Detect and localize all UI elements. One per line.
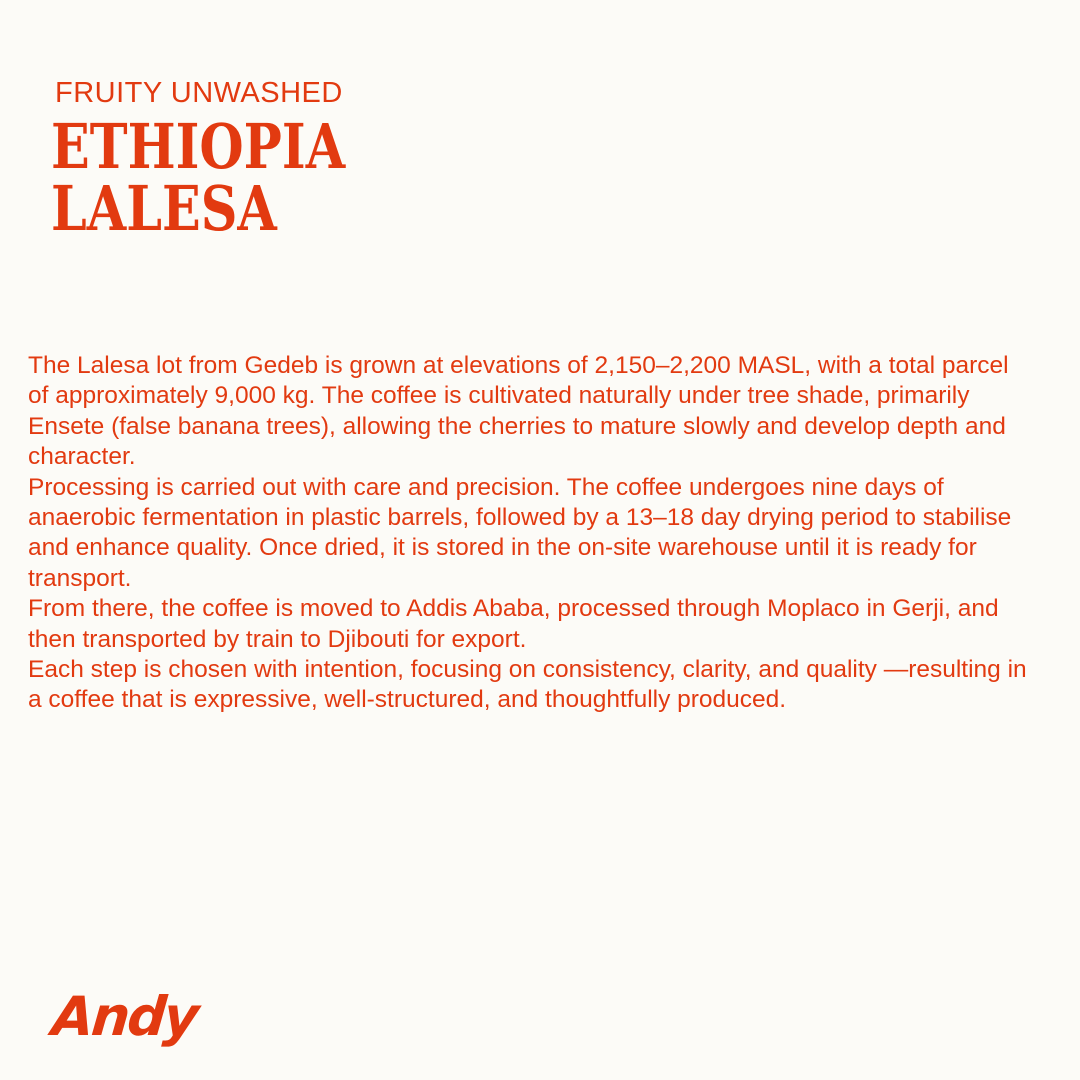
andy-brand-logo: Andy bbox=[49, 985, 200, 1048]
description-paragraph-processing: Processing is carried out with care and precision. The coffee undergoes nine days of anaerobic fermentation in plastic barrels, followed by a 13–18 day drying period to stabilise and enhance quality. Once dried, it is stored in the on-site warehouse until it is ready for transport. bbox=[28, 473, 1012, 592]
description-paragraph-transport: From there, the coffee is moved to Addis Ababa, processed through Moplaco in Gerji, and then transported by train to Djibouti for export. bbox=[28, 595, 999, 653]
coffee-description bbox=[28, 351, 1028, 716]
title-line-lot: LALESA bbox=[51, 172, 277, 245]
page-title bbox=[51, 110, 346, 245]
description-paragraph-origin: The Lalesa lot from Gedeb is grown at elevations of 2,150–2,200 MASL, with a total parcel of approximately 9,000 kg. The coffee is cultivated naturally under tree shade, primarily Ensete (false banana trees), allowing the cherries to mature slowly and develop depth and character. bbox=[28, 352, 1009, 471]
title-line-country: ETHIOPIA bbox=[51, 110, 346, 183]
process-kicker: FRUITY UNWASHED bbox=[55, 77, 343, 109]
description-paragraph-quality: Each step is chosen with intention, focusing on consistency, clarity, and quality —resulting in a coffee that is expressive, well-structured, and thoughtfully produced. bbox=[28, 656, 1027, 714]
